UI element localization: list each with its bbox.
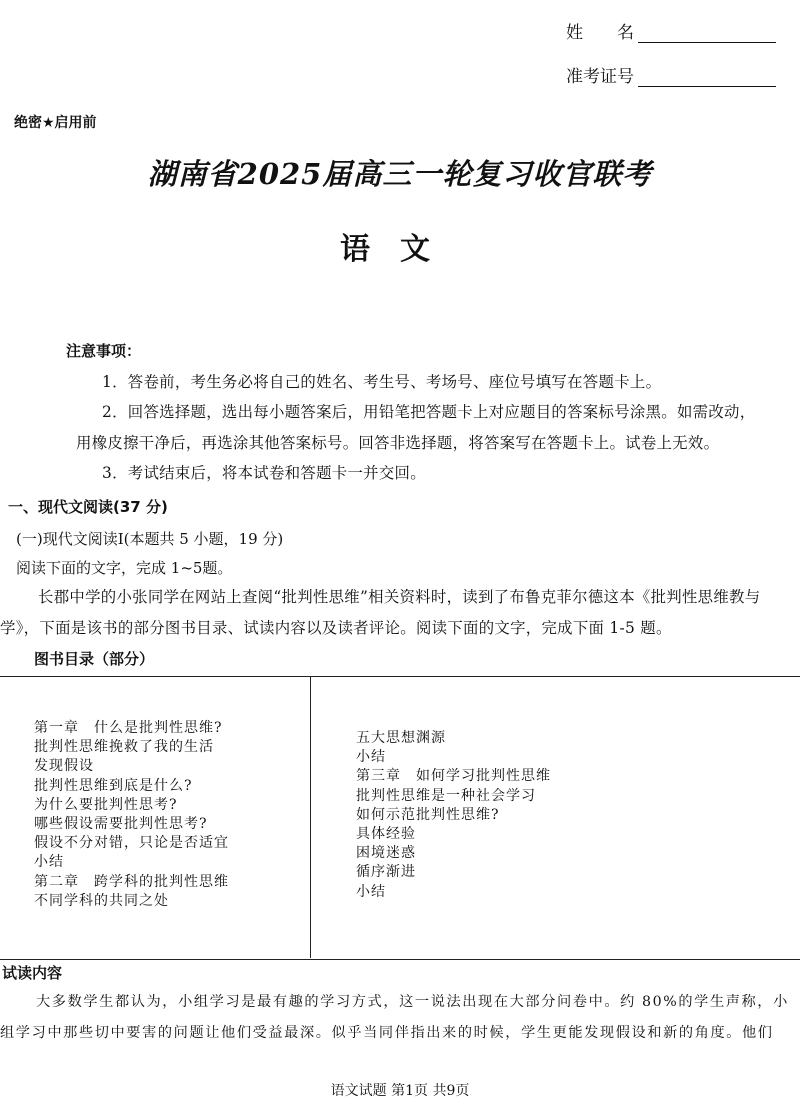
notice-title: 注意事项： (66, 342, 142, 360)
notice-item-2-cont: 用橡皮擦干净后，再选涂其他答案标号。回答非选择题，将答案写在答题卡上。试卷上无效。 (76, 434, 720, 452)
notice-item-2: 2．回答选择题，选出每小题答案后，用铅笔把答题卡上对应题目的答案标号涂黑。如需改动， (102, 403, 756, 421)
reading-line-2: 组学习中那些切中要害的问题让他们受益最深。似乎当同伴指出来的时候，学生更能发现假设和新的角度。他们 (0, 1025, 774, 1041)
toc-entry: 困境迷惑 (356, 845, 416, 862)
name-blank[interactable] (638, 24, 776, 43)
toc-entry: 哪些假设需要批判性思考? (34, 816, 208, 833)
reading-line-1: 大多数学生都认为，小组学习是最有趣的学习方式，这一说法出现在大部分问卷中。约 80%的学生声称，小 (36, 994, 789, 1010)
toc-entry: 不同学科的共同之处 (34, 892, 169, 909)
page-footer: 语文试题 第1页 共9页 (330, 1083, 470, 1099)
exam-id-blank[interactable] (638, 68, 776, 87)
intro-line-2: 学》，下面是该书的部分图书目录、试读内容以及读者评论。阅读下面的文字，完成下面 1-5 题。 (0, 619, 672, 637)
toc-entry: 五大思想渊源 (356, 730, 446, 746)
toc-left-column (34, 719, 229, 911)
secret-label: 绝密★启用前 (14, 115, 97, 131)
section-heading: 一、现代文阅读(37 分) (8, 498, 168, 516)
exam-id-field (566, 62, 776, 87)
toc-entry: 如何示范批判性思维? (356, 806, 500, 823)
exam-title: 湖南省2025届高三一轮复习收官联考 (147, 157, 653, 191)
toc-entry: 假设不分对错，只论是否适宜 (34, 835, 229, 852)
toc-entry: 小结 (34, 854, 64, 871)
toc-entry: 批判性思维挽救了我的生活 (34, 739, 214, 756)
toc-entry: 批判性思维是一种社会学习 (356, 787, 536, 804)
subject-title: 语文 (340, 232, 460, 267)
toc-entry: 具体经验 (356, 826, 416, 843)
toc-entry: 批判性思维到底是什么? (34, 777, 193, 794)
toc-entry: 小结 (356, 749, 386, 766)
name-label: 姓 名 (566, 23, 634, 43)
toc-entry: 发现假设 (34, 758, 94, 775)
toc-right-column (356, 729, 551, 902)
toc-divider (310, 676, 311, 958)
sub-section-heading: (一)现代文阅读Ⅰ(本题共 5 小题，19 分) (16, 530, 284, 548)
toc-entry: 小结 (356, 883, 386, 900)
toc-heading: 图书目录（部分） (34, 650, 155, 668)
reading-heading: 试读内容 (2, 964, 63, 982)
toc-entry: 第二章 跨学科的批判性思维 (34, 873, 229, 890)
intro-line-1: 长郡中学的小张同学在网站上查阅“批判性思维”相关资料时，读到了布鲁克菲尔德这本《批判性思维教与 (38, 588, 761, 606)
instruction: 阅读下面的文字，完成 1~5题。 (16, 559, 233, 577)
name-field (566, 18, 776, 43)
exam-id-label: 准考证号 (566, 67, 634, 87)
toc-entry: 为什么要批判性思考? (34, 796, 178, 813)
notice-item-1: 1．答卷前，考生务必将自己的姓名、考生号、考场号、座位号填写在答题卡上。 (102, 373, 662, 391)
notice-item-3: 3．考试结束后，将本试卷和答题卡一并交回。 (102, 464, 426, 482)
toc-entry: 第一章 什么是批判性思维? (34, 720, 223, 736)
toc-entry: 循序渐进 (356, 864, 416, 881)
toc-entry: 第三章 如何学习批判性思维 (356, 768, 551, 785)
